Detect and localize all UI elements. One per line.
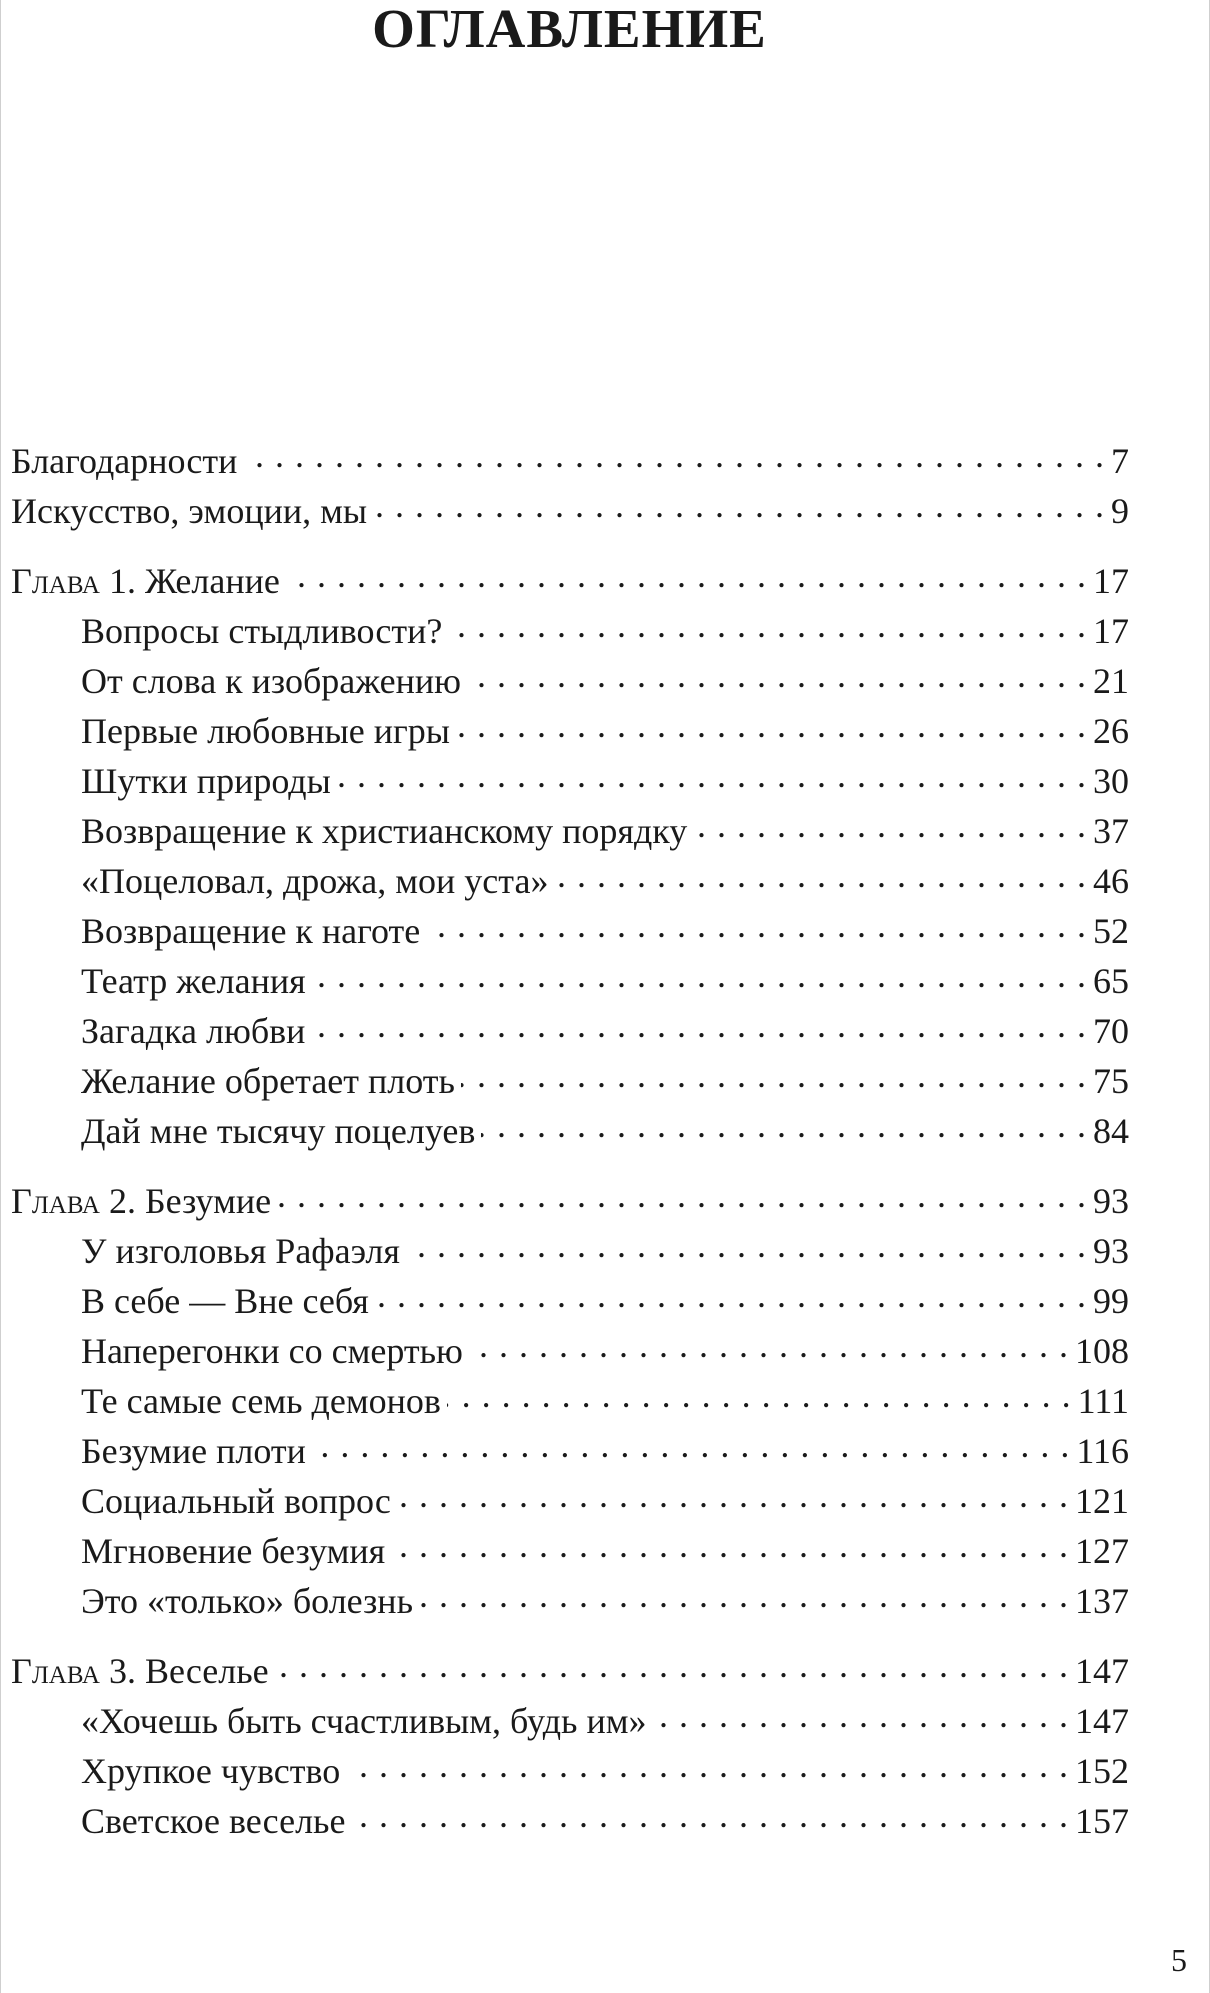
chapter-1-group	[11, 556, 1129, 1156]
dot-leader	[391, 1527, 1069, 1563]
toc-section-label: Наперегонки со смертью	[81, 1331, 463, 1371]
toc-section-page: 147	[1075, 1701, 1129, 1741]
toc-section[interactable]	[11, 906, 1129, 956]
toc-section-label: «Поцеловал, дрожа, мои уста»	[81, 861, 549, 901]
toc-chapter-page: 147	[1075, 1651, 1129, 1691]
toc-section-label: Мгновение безумия	[81, 1531, 386, 1571]
toc-section-label: Загадка любви	[81, 1011, 306, 1051]
toc-entry-page: 9	[1111, 491, 1129, 531]
toc-section-page: 116	[1076, 1431, 1129, 1471]
toc-section-page: 127	[1075, 1531, 1129, 1571]
toc-section-label: От слова к изображению	[81, 661, 462, 701]
dot-leader	[467, 657, 1087, 693]
toc-section-page: 26	[1093, 711, 1129, 751]
toc-section-page: 111	[1077, 1381, 1129, 1421]
dot-leader	[243, 437, 1105, 473]
toc-section[interactable]	[11, 1376, 1129, 1426]
toc-entry-page: 7	[1111, 441, 1129, 481]
toc-section-page: 152	[1075, 1751, 1129, 1791]
toc-section[interactable]	[11, 1796, 1129, 1846]
toc-section[interactable]	[11, 806, 1129, 856]
dot-leader	[447, 1377, 1072, 1413]
dot-leader	[481, 1107, 1087, 1143]
dot-leader	[554, 857, 1087, 893]
toc-section[interactable]	[11, 1006, 1129, 1056]
toc-section[interactable]	[11, 1106, 1129, 1156]
toc-section-page: 84	[1093, 1111, 1129, 1151]
toc-section-label: Шутки природы	[81, 761, 331, 801]
toc-section-label: Это «только» болезнь	[81, 1581, 413, 1621]
chapter-prefix: Глава	[11, 1181, 100, 1221]
toc-section-label: В себе — Вне себя	[81, 1281, 369, 1321]
toc-section-page: 93	[1093, 1231, 1129, 1271]
toc-chapter-label	[11, 1176, 271, 1226]
toc-section-page: 21	[1093, 661, 1129, 701]
toc-section-label: Социальный вопрос	[81, 1481, 391, 1521]
toc-section-page: 75	[1093, 1061, 1129, 1101]
toc-section[interactable]	[11, 1326, 1129, 1376]
dot-leader	[693, 807, 1087, 843]
toc-section[interactable]	[11, 1576, 1129, 1626]
toc-section[interactable]	[11, 1746, 1129, 1796]
chapter-title: 3. Веселье	[108, 1651, 269, 1691]
toc-section-label: Те самые семь демонов	[81, 1381, 441, 1421]
toc-chapter-label	[11, 556, 280, 606]
chapter-2-group	[11, 1176, 1129, 1626]
toc-section-page: 65	[1093, 961, 1129, 1001]
toc-section[interactable]	[11, 756, 1129, 806]
dot-leader	[406, 1227, 1087, 1263]
toc-entry-label: Искусство, эмоции, мы	[11, 491, 368, 531]
toc-chapter-1[interactable]	[11, 556, 1129, 606]
toc-chapter-page: 17	[1093, 561, 1129, 601]
toc-entry-label: Благодарности	[11, 441, 238, 481]
toc-section-label: У изголовья Рафаэля	[81, 1231, 400, 1271]
table-of-contents	[11, 436, 1129, 1846]
dot-leader	[653, 1697, 1070, 1733]
dot-leader	[397, 1477, 1069, 1513]
chapter-title: 1. Желание	[108, 561, 280, 601]
front-matter-group	[11, 436, 1129, 536]
toc-section-page: 46	[1093, 861, 1129, 901]
toc-section-label: Безумие плоти	[81, 1431, 306, 1471]
dot-leader	[312, 957, 1087, 993]
toc-section[interactable]	[11, 1476, 1129, 1526]
dot-leader	[461, 1057, 1087, 1093]
toc-section[interactable]	[11, 656, 1129, 706]
page-title: ОГЛАВЛЕНИЕ	[372, 0, 767, 59]
toc-section-page: 157	[1075, 1801, 1129, 1841]
dot-leader	[426, 907, 1087, 943]
toc-section-page: 17	[1093, 611, 1129, 651]
chapter-title: 2. Безумие	[108, 1181, 272, 1221]
toc-section[interactable]	[11, 606, 1129, 656]
toc-section[interactable]	[11, 856, 1129, 906]
toc-section-label: Дай мне тысячу поцелуев	[81, 1111, 476, 1151]
chapter-prefix: Глава	[11, 1651, 100, 1691]
dot-leader	[312, 1427, 1070, 1463]
toc-section-page: 121	[1075, 1481, 1129, 1521]
dot-leader	[448, 607, 1087, 643]
toc-entry-introduction[interactable]	[11, 486, 1129, 536]
toc-section[interactable]	[11, 706, 1129, 756]
toc-chapter-2[interactable]	[11, 1176, 1129, 1226]
toc-section[interactable]	[11, 1426, 1129, 1476]
toc-section[interactable]	[11, 1276, 1129, 1326]
dot-leader	[337, 757, 1087, 793]
toc-section-page: 70	[1093, 1011, 1129, 1051]
toc-section[interactable]	[11, 1526, 1129, 1576]
dot-leader	[351, 1797, 1069, 1833]
toc-section-label: Возвращение к христианскому порядку	[81, 811, 688, 851]
dot-leader	[456, 707, 1087, 743]
dot-leader	[275, 1647, 1069, 1683]
toc-section-page: 137	[1075, 1581, 1129, 1621]
toc-section[interactable]	[11, 1056, 1129, 1106]
toc-section-label: Первые любовные игры	[81, 711, 450, 751]
dot-leader	[286, 557, 1087, 593]
toc-chapter-page: 93	[1093, 1181, 1129, 1221]
toc-section-label: Возвращение к наготе	[81, 911, 421, 951]
toc-section-page: 108	[1075, 1331, 1129, 1371]
dot-leader	[277, 1177, 1087, 1213]
chapter-prefix: Глава	[11, 561, 100, 601]
toc-section-page: 30	[1093, 761, 1129, 801]
toc-section-page: 99	[1093, 1281, 1129, 1321]
toc-section-label: Театр желания	[81, 961, 306, 1001]
toc-section-label: Светское веселье	[81, 1801, 346, 1841]
dot-leader	[311, 1007, 1087, 1043]
toc-entry-acknowledgements[interactable]	[11, 436, 1129, 486]
toc-section-label: «Хочешь быть счастливым, будь им»	[81, 1701, 647, 1741]
toc-section-label: Вопросы стыдливости?	[81, 611, 443, 651]
dot-leader	[419, 1577, 1069, 1613]
toc-section[interactable]	[11, 1696, 1129, 1746]
toc-section-label: Желание обретает плоть	[81, 1061, 455, 1101]
toc-chapter-3[interactable]	[11, 1646, 1129, 1696]
page-number: 5	[1171, 1942, 1187, 1978]
toc-section-label: Хрупкое чувство	[81, 1751, 341, 1791]
dot-leader	[375, 1277, 1087, 1313]
dot-leader	[373, 487, 1105, 523]
toc-section[interactable]	[11, 956, 1129, 1006]
toc-section-page: 37	[1093, 811, 1129, 851]
dot-leader	[469, 1327, 1069, 1363]
dot-leader	[346, 1747, 1069, 1783]
toc-chapter-label	[11, 1646, 269, 1696]
toc-section-page: 52	[1093, 911, 1129, 951]
chapter-3-group	[11, 1646, 1129, 1846]
toc-section[interactable]	[11, 1226, 1129, 1276]
